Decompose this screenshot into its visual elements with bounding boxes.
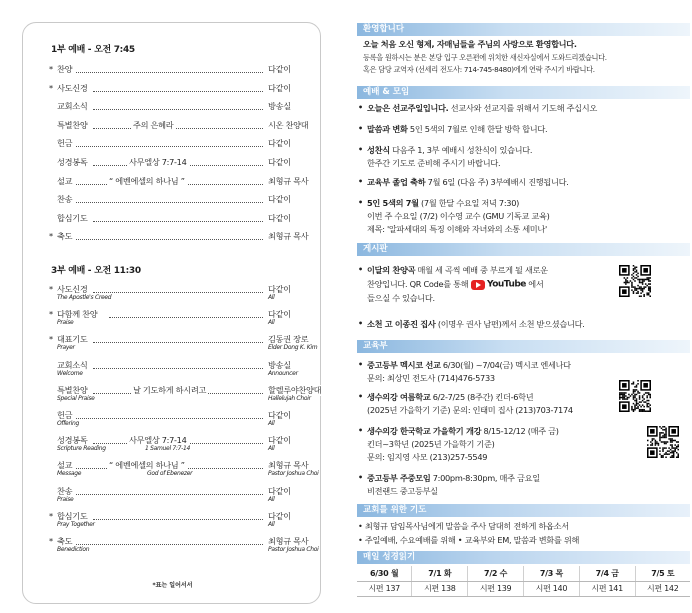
standing-marker: *: [49, 284, 53, 294]
service-item-leader: 다같이: [268, 64, 291, 74]
standing-marker: *: [49, 309, 53, 320]
qr-code-icon[interactable]: [619, 380, 651, 412]
leader-dots: [93, 342, 263, 343]
service-row: [49, 435, 301, 453]
board-header: 게시판: [357, 243, 690, 256]
service-row: [49, 284, 301, 301]
board-item-praise-song: 이달의 찬양곡 매월 세 곡씩 예배 중 부르게 될 새로운: [367, 265, 548, 275]
service-item-leader: 다같이: [268, 157, 291, 167]
standing-marker: *: [49, 334, 53, 345]
welcome-header: 환영합니다: [357, 23, 690, 36]
service-item-label: 찬송: [57, 194, 73, 205]
standing-marker: *: [49, 536, 53, 546]
worship-item-july-series: 5인 5색의 7월 (7월 한달 수요일 저녁 7:30): [367, 198, 520, 208]
service-item-label: 사도신경: [57, 82, 88, 93]
edu-item-youth-weekly: 중고등부 주중모임 7:00pm-8:30pm, 매주 금요일: [367, 473, 540, 483]
leader-dots: [93, 519, 263, 520]
service-item-label: 특별찬양: [57, 384, 88, 395]
service3-title: 3부 예배 - 오전 11:30: [51, 266, 141, 276]
standing-footnote: *표는 일어서서: [152, 582, 193, 589]
service-item-label: 대표기도: [57, 334, 88, 345]
leader-dots: [76, 202, 263, 203]
service-item-detail: “ 에벤에셀의 하나님 ”: [109, 175, 185, 186]
service-row: [49, 213, 301, 227]
service-item-leader: 김동권 장로: [268, 334, 309, 345]
service-item-detail: 사무엘상 7:7-14: [129, 435, 187, 446]
service-item-leader: 다같이: [268, 410, 291, 420]
service-item-leader-english: All: [268, 294, 275, 301]
service-item-label: 찬송: [57, 485, 73, 496]
service-item-leader-english: All: [268, 495, 275, 503]
service-item-label: 교회소식: [57, 359, 88, 370]
worship-item-mission-sunday: 오늘은 선교주일입니다. 선교사와 선교지를 위해서 기도해 주십시오: [367, 103, 597, 113]
service-row: [49, 157, 301, 171]
service-row: [49, 485, 301, 503]
reading-day: 7/5 토: [635, 566, 690, 581]
service-row: [49, 101, 301, 115]
service-item-english: Pray Together: [57, 520, 95, 528]
service-item-label: 설교: [57, 175, 73, 186]
service-row: [49, 410, 301, 427]
qr-code-icon[interactable]: [647, 426, 679, 458]
reading-day: 7/2 수: [468, 566, 524, 581]
service-item-english: Praise: [57, 495, 74, 503]
worship-item-july-series-line2: 이번 주 수요일 (7/2) 이수영 교수 (GMU 기독교 교육): [367, 211, 550, 221]
service-item-leader-english: Pastor Joshua Choi: [268, 470, 319, 478]
service-row: [49, 309, 301, 327]
edu-item-korean-school-line3: 문의: 임지영 사모 (213)257-5549: [367, 452, 488, 462]
edu-item-summer-school-line2: (2025년 가을학기 기준) 문의: 인태미 집사 (213)703-7174: [367, 405, 573, 415]
service-item-leader: 방송실: [268, 359, 291, 370]
leader-dots: [76, 72, 263, 73]
service-item-leader: 방송실: [268, 101, 291, 112]
standing-marker: *: [49, 510, 53, 521]
service-row: [49, 64, 301, 78]
service1-title: 1부 예배 - 오전 7:45: [51, 45, 135, 55]
service-item-leader: 시온 찬양대: [268, 119, 309, 130]
standing-marker: *: [49, 231, 53, 242]
prayer-item-2: • 주일예배, 수요예배를 위해 • 교육부와 EM, 말씀과 변화를 위해: [358, 535, 580, 545]
leader-dots: [93, 292, 263, 293]
service-item-leader-english: Pastor Joshua Choi: [268, 546, 319, 553]
reading-chapter: 시편 141: [579, 581, 635, 596]
service-row: [49, 175, 309, 190]
service-item-detail: 사무엘상 7:7-14: [129, 157, 187, 167]
edu-item-korean-school: 생수의강 한국학교 가을학기 개강 8/15-12/12 (매주 금): [367, 426, 559, 436]
reading-chapter: 시편 139: [468, 581, 524, 596]
bible-reading-header: 매일 성경읽기: [357, 551, 690, 564]
service-item-leader-english: Announcer: [268, 369, 298, 377]
leader-dots: [93, 128, 263, 129]
leader-dots: [93, 91, 263, 92]
service-item-label: 찬양: [57, 64, 73, 74]
leader-dots: [76, 239, 263, 240]
service-item-label: 헌금: [57, 138, 73, 149]
worship-header: 예배 & 모임: [357, 86, 690, 99]
service-item-english: Special Praise: [57, 394, 95, 402]
leader-dots: [76, 146, 263, 147]
board-item-praise-song-line2: 찬양입니다. QR Code를 통해 YouTube 에서: [367, 279, 544, 290]
service-item-label: 교회소식: [57, 101, 88, 112]
service-row: [49, 460, 319, 478]
service-item-leader: 할렐루야찬양대: [268, 384, 322, 395]
welcome-line1: 오늘 처음 오신 형제, 자매님들을 주님의 사랑으로 환영합니다.: [363, 39, 577, 49]
edu-item-mexico-mission: 중고등부 멕시코 선교 6/30(월) ~7/04(금) 멕시코 엔세나다: [367, 360, 571, 370]
youtube-logo-icon: YouTube: [471, 278, 526, 291]
service-item-label: 합심기도: [57, 212, 88, 223]
service-item-detail-english: God of Ebenezer: [147, 470, 193, 478]
prayer-item-1: • 최형규 담임목사님에게 말씀을 주사 담대히 전하게 하옵소서: [358, 521, 569, 531]
service-item-leader: 다같이: [268, 284, 291, 294]
service-item-leader: 최형규 목사: [268, 536, 309, 546]
service-item-leader-english: All: [268, 445, 275, 453]
qr-code-icon[interactable]: [619, 265, 651, 297]
service-row: [49, 119, 309, 134]
service-item-leader-english: All: [268, 319, 275, 327]
leader-dots: [109, 317, 263, 318]
leader-dots: [93, 109, 263, 110]
board-item-praise-song-line3: 들으실 수 있습니다.: [367, 293, 435, 303]
edu-item-summer-school: 생수의강 여름학교 6/2-7/25 (8주간) 킨더-6학년: [367, 392, 534, 402]
leader-dots: [76, 494, 263, 495]
edu-item-youth-weekly-line2: 비전랜드 중고등부실: [367, 486, 438, 496]
reading-day: 7/4 금: [579, 566, 635, 581]
worship-item-july-series-line3: 제목: '알파세대의 특징 이해와 자녀와의 소통 세미나': [367, 224, 547, 234]
leader-dots: [76, 418, 263, 419]
service-item-detail-english: 1 Samuel 7:7-14: [145, 445, 191, 453]
education-header: 교육부: [357, 340, 690, 353]
service-item-leader: 다같이: [268, 212, 291, 223]
service-item-leader: 다같이: [268, 485, 291, 496]
service-row: [49, 384, 322, 402]
service-row: [49, 194, 301, 208]
service-item-leader: 다같이: [268, 435, 291, 446]
service-item-english: Praise: [57, 319, 74, 327]
service-row: [49, 510, 301, 528]
leader-dots: [93, 368, 263, 369]
reading-chapter: 시편 140: [523, 581, 579, 596]
service-item-leader: 다같이: [268, 138, 291, 149]
service-item-label: 사도신경: [57, 284, 88, 294]
reading-chapter: 시편 138: [412, 581, 468, 596]
service-row: [49, 231, 309, 245]
standing-marker: *: [49, 64, 53, 74]
service-item-detail: “ 에벤에셀의 하나님 ”: [109, 460, 185, 471]
service-item-label: 합심기도: [57, 510, 88, 521]
service-row: [49, 536, 319, 553]
reading-day: 6/30 월: [357, 566, 412, 581]
service-row: [49, 334, 318, 352]
service-item-leader: 다같이: [268, 194, 291, 205]
service-row: [49, 83, 301, 97]
service-item-leader: 다같이: [268, 82, 291, 93]
service-item-detail: 날 기도하게 하시려고: [133, 384, 207, 395]
worship-item-graduation: 교육부 졸업 축하 7월 6일 (다음 주) 3부예배시 진행됩니다.: [367, 177, 569, 187]
reading-day: 7/3 목: [523, 566, 579, 581]
service-item-label: 설교: [57, 460, 73, 471]
standing-marker: *: [49, 82, 53, 93]
service-item-label: 축도: [57, 231, 73, 242]
worship-item-word-change: 말씀과 변화 5인 5색의 7월로 인해 한달 방학 합니다.: [367, 124, 548, 134]
service-item-label: 성경봉독: [57, 435, 88, 446]
edu-item-mexico-mission-line2: 문의: 최상민 전도사 (714)476-5733: [367, 373, 495, 383]
service-item-english: Message: [57, 470, 82, 478]
service-item-leader: 다같이: [268, 510, 291, 521]
reading-chapter: 시편 142: [635, 581, 690, 596]
service-item-leader: 최형규 목사: [268, 231, 309, 242]
service-item-leader-english: All: [268, 520, 275, 528]
reading-chapter: 시편 137: [357, 581, 412, 596]
service-row: [49, 138, 301, 152]
bible-reading-table: [357, 566, 690, 597]
service-item-english: Benediction: [57, 546, 90, 553]
prayer-header: 교회를 위한 기도: [357, 504, 690, 517]
service-item-leader-english: Elder Dong K. Kim: [268, 344, 318, 352]
service-item-label: 특별찬양: [57, 119, 88, 130]
worship-item-communion-line2: 한주간 기도로 준비해 주시기 바랍니다.: [367, 158, 501, 168]
service-item-label: 헌금: [57, 410, 73, 420]
leader-dots: [93, 221, 263, 222]
service-item-english: Offering: [57, 420, 79, 427]
service-row: [49, 359, 301, 377]
service-item-leader: 최형규 목사: [268, 460, 309, 471]
service-item-label: 다함께 찬양: [57, 309, 98, 320]
service-item-leader-english: Hallelujah Choir: [268, 394, 311, 402]
service-item-leader-english: All: [268, 420, 275, 427]
edu-item-korean-school-line2: 킨더~3학년 (2025년 가을학기 기준): [367, 439, 495, 449]
service-item-leader: 최형규 목사: [268, 175, 309, 186]
leader-dots: [76, 544, 263, 545]
reading-day: 7/1 화: [412, 566, 468, 581]
welcome-line2: 등록을 원하시는 분은 본당 입구 오른편에 위치한 새신자실에서 도와드리겠습니다.: [363, 53, 607, 62]
service-item-leader: 다같이: [268, 309, 291, 320]
service-item-english: Prayer: [57, 344, 75, 352]
service-item-english: Welcome: [57, 369, 83, 377]
service-item-detail: 주의 은혜라: [133, 119, 174, 130]
service-item-label: 성경봉독: [57, 157, 88, 167]
service-item-english: The Apostle's Creed: [57, 294, 112, 301]
board-item-condolence: 소천 고 이종진 집사 (이명우 권사 남편)께서 소천 받으셨습니다.: [367, 319, 585, 329]
order-of-service-card: [22, 22, 321, 604]
worship-item-communion: 성찬식 다음주 1, 3부 예배시 성찬식이 있습니다.: [367, 145, 533, 155]
welcome-line3: 혹은 담당 교역자 (선세리 전도사: 714-745-8480)에게 연락 주시기 바랍니다.: [363, 65, 595, 74]
service-item-label: 축도: [57, 536, 73, 546]
service-item-english: Scripture Reading: [57, 445, 106, 453]
